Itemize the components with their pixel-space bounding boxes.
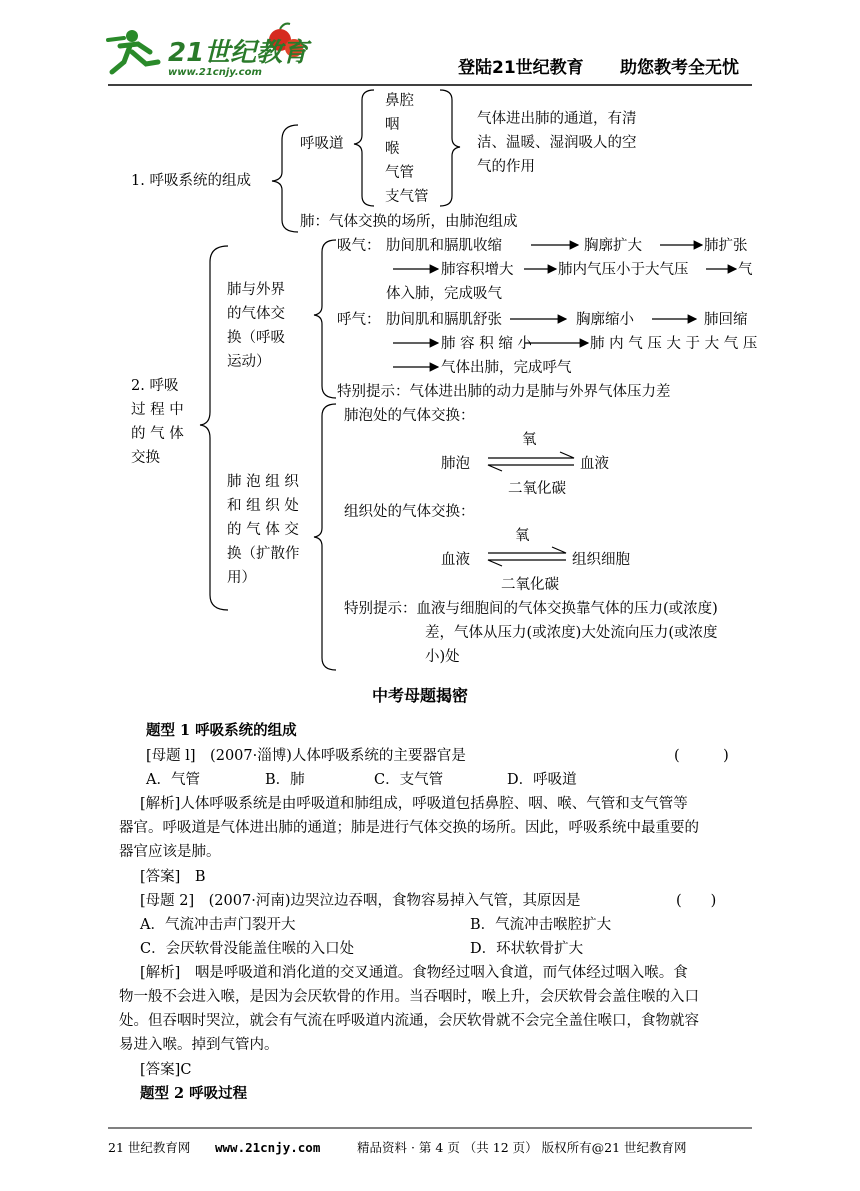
type2-heading: 题型 2 呼吸过程: [140, 1085, 248, 1102]
analysis-2: 处。但吞咽时哭泣，就会有气流在呼吸道内流通，会厌软骨就不会完全盖住喉口，食物就容: [119, 1013, 699, 1029]
exhale-step: 胸廓缩小: [576, 312, 634, 328]
sub2-label: 肺 泡 组 织: [227, 474, 299, 490]
analysis-2: 易进入喉。掉到气管内。: [119, 1037, 279, 1053]
exchange-arrow-bottom: [488, 560, 566, 566]
tagline-right: 助您教考全无忧: [620, 58, 739, 78]
gas-co2: 二氧化碳: [508, 481, 566, 497]
gas-oxygen: 氧: [522, 432, 537, 448]
organ-item: 咽: [385, 117, 400, 133]
exchange-arrow-bottom: [488, 465, 574, 471]
footer-site: 21 世纪教育网: [108, 1140, 191, 1155]
inhale-step: 肺扩张: [704, 238, 748, 254]
organ-item: 鼻腔: [385, 93, 414, 109]
logo-text: 21世纪教育: [168, 38, 309, 68]
alveoli-left: 肺泡: [441, 456, 470, 472]
option: A．气管: [146, 772, 200, 788]
sub1-label: 运动）: [227, 354, 271, 370]
analysis-1: 器官。呼吸道是气体进出肺的通道；肺是进行气体交换的场所。因此，呼吸系统中最重要的: [119, 820, 699, 836]
lung-label: 肺：气体交换的场所，由肺泡组成: [300, 214, 518, 230]
inhale-step: 肋间肌和膈肌收缩: [386, 238, 502, 254]
brace-organs: [354, 90, 374, 206]
organ-item: 支气管: [385, 189, 429, 205]
inhale-step: 肺容积增大: [441, 262, 514, 278]
brace-organs-right: [440, 90, 460, 206]
section2-label: 过 程 中: [131, 402, 184, 418]
exam-heading: 中考母题揭密: [372, 686, 469, 705]
tissue-right: 组织细胞: [572, 552, 630, 568]
logo-url: www.21cnjy.com: [168, 67, 262, 78]
section2-label: 的 气 体: [131, 426, 184, 442]
airway-desc: 气体进出肺的通道，有清: [477, 111, 637, 127]
tip1: 特别提示：气体进出肺的动力是肺与外界气体压力差: [337, 384, 671, 400]
brace-section2: [200, 246, 228, 610]
tip2: 小)处: [425, 649, 460, 665]
option: A．气流冲击声门裂开大: [140, 917, 296, 933]
exchange-arrow-top: [488, 547, 566, 553]
sub1-label: 的气体交: [227, 306, 285, 322]
tip2: 差，气体从压力(或浓度)大处流向压力(或浓度: [425, 625, 718, 641]
organ-item: 气管: [385, 165, 414, 181]
exhale-step: 肺回缩: [704, 312, 748, 328]
brace-sub2: [314, 404, 336, 670]
tissue-left: 血液: [441, 552, 470, 568]
analysis-1: [解析]人体呼吸系统是由呼吸道和肺组成，呼吸道包括鼻腔、咽、喉、气管和支气管等: [140, 796, 688, 812]
footer-url[interactable]: www.21cnjy.com: [215, 1140, 321, 1155]
type1-heading: 题型 1 呼吸系统的组成: [146, 722, 297, 739]
inhale-step: 肺内气压小于大气压: [558, 262, 689, 278]
analysis-2: 物一般不会进入喉，是因为会厌软骨的作用。当吞咽时，喉上升，会厌软骨会盖住喉的入口: [119, 989, 699, 1005]
exhale-title: 呼气：: [337, 312, 381, 328]
question-1-paren: ( ): [674, 748, 729, 764]
airway-desc: 洁、温暖、湿润吸人的空: [477, 135, 637, 151]
exhale-step: 肺 内 气 压 大 于 大 气 压: [590, 336, 758, 352]
sub2-label: 的 气 体 交: [227, 522, 299, 538]
tip2: 特别提示：血液与细胞间的气体交换靠气体的压力(或浓度): [344, 601, 718, 617]
exhale-step: 肋间肌和膈肌舒张: [386, 312, 502, 328]
sub1-label: 肺与外界: [227, 282, 285, 298]
tissue-title: 组织处的气体交换：: [344, 504, 475, 520]
exhale-step: 气体出肺，完成呼气: [441, 360, 572, 376]
option: D．呼吸道: [507, 772, 577, 788]
option: B．肺: [265, 772, 305, 788]
option: B．气流冲击喉腔扩大: [470, 917, 612, 933]
inhale-step: 体入肺，完成吸气: [386, 286, 502, 302]
inhale-step: 胸廓扩大: [584, 238, 642, 254]
tagline-left: 登陆21世纪教育: [458, 58, 584, 78]
analysis-1: 器官应该是肺。: [119, 844, 221, 860]
alveoli-right: 血液: [580, 456, 609, 472]
question-2: [母题 2] (2007·河南)边哭泣边吞咽，食物容易掉入气管，其原因是: [140, 893, 581, 909]
section2-label: 交换: [131, 450, 160, 466]
sub2-label: 用）: [227, 570, 256, 586]
footer-info: 精品资料 · 第 4 页 （共 12 页） 版权所有@21 世纪教育网: [357, 1140, 687, 1155]
answer-2: [答案]C: [140, 1062, 192, 1078]
brace-sub1: [314, 240, 336, 398]
question-2-paren: ( ): [676, 893, 717, 909]
inhale-title: 吸气：: [337, 238, 381, 254]
airway-label: 呼吸道: [300, 136, 344, 152]
exhale-step: 肺 容 积 缩 小: [441, 336, 532, 352]
organ-item: 喉: [385, 141, 400, 157]
brace-section1: [272, 125, 298, 232]
exchange-arrow-top: [488, 452, 574, 458]
option: C．会厌软骨没能盖住喉的入口处: [140, 941, 355, 957]
airway-desc: 气的作用: [477, 159, 535, 175]
sub2-label: 和 组 织 处: [227, 498, 299, 514]
alveoli-title: 肺泡处的气体交换：: [344, 408, 475, 424]
section1-label: 1. 呼吸系统的组成: [131, 173, 251, 189]
sub2-label: 换（扩散作: [227, 546, 300, 562]
analysis-2: [解析] 咽是呼吸道和消化道的交叉通道。食物经过咽入食道，而气体经过咽入喉。食: [140, 965, 688, 981]
option: C．支气管: [374, 772, 444, 788]
gas-co2: 二氧化碳: [501, 577, 559, 593]
option: D．环状软骨扩大: [470, 941, 584, 957]
gas-oxygen: 氧: [515, 528, 530, 544]
answer-1: [答案] B: [140, 869, 206, 885]
inhale-step: 气: [738, 262, 753, 278]
question-1: [母题 l] (2007·淄博)人体呼吸系统的主要器官是: [146, 748, 466, 764]
section2-label: 2. 呼吸: [131, 378, 179, 394]
sub1-label: 换（呼吸: [227, 330, 285, 346]
